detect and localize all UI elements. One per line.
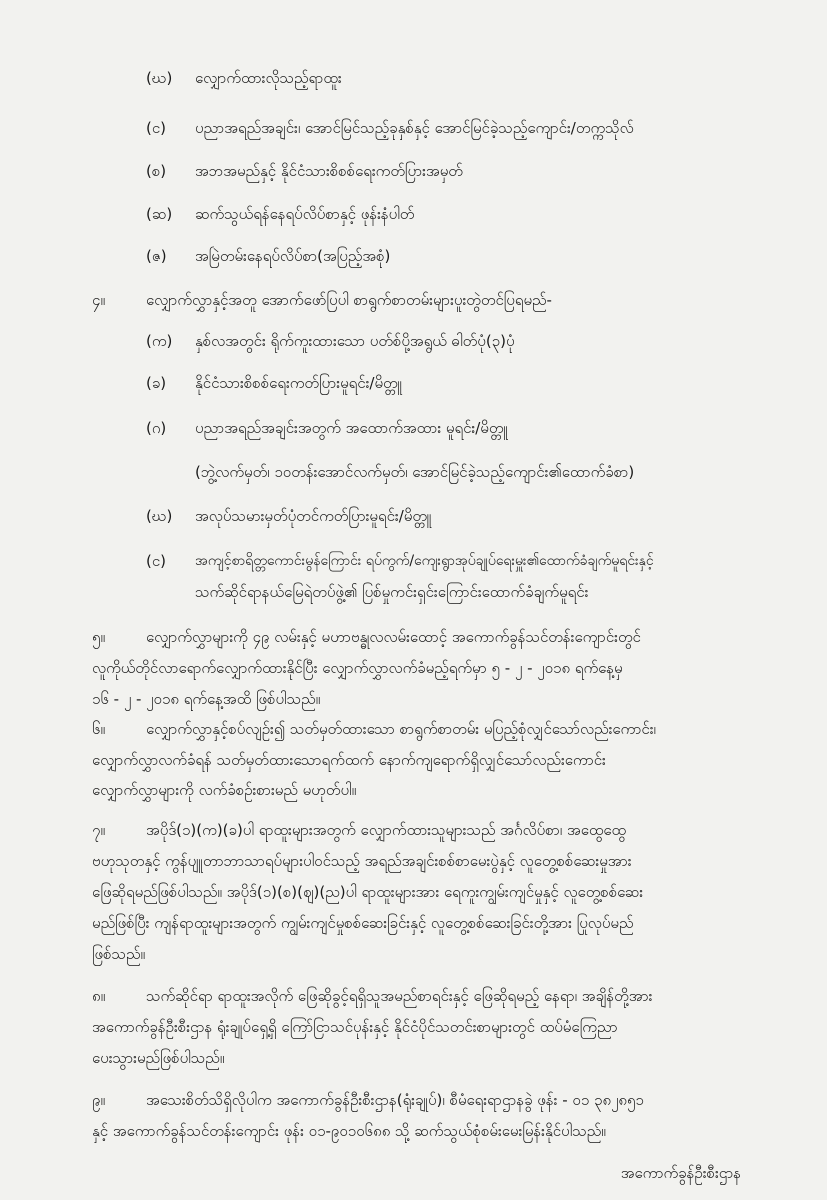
paragraph-line: လျှောက်လွှာလက်ခံရန် သတ်မှတ်ထားသောရက်ထက် နောက်ကျရောက်ရှိလျှင်သော်လည်းကောင်း bbox=[92, 751, 606, 769]
paragraph-line: ပေးသွားမည်ဖြစ်ပါသည်။ bbox=[92, 1049, 225, 1067]
paragraph-line: လျှောက်လွှာများကို လက်ခံစဉ်းစားမည် မဟုတ်ပါ။ bbox=[92, 781, 357, 799]
item-mark: (စ) bbox=[146, 162, 167, 180]
item-mark: (င) bbox=[146, 552, 167, 570]
paragraph-number: ၈။ bbox=[92, 987, 106, 1005]
item-text: အဘအမည်နှင့် နိုင်ငံသားစိစစ်ရေးကတ်ပြားအမှတ် bbox=[195, 162, 463, 180]
paragraph-line: နှင့် အကောက်ခွန်သင်တန်းကျောင်း ဖုန်း ၀၁-၉၀၁၀၆၈၈ သို့ ဆက်သွယ်စုံစမ်းမေးမြန်းနိုင်ပါသည်။ bbox=[92, 1122, 606, 1140]
paragraph-text: လျှောက်လွှာနှင့်အတူ အောက်ဖော်ပြပါ စာရွက်စာတမ်းများပူးတွဲတင်ပြရမည်- bbox=[146, 291, 552, 309]
item-mark: (ဃ) bbox=[146, 507, 173, 525]
item-mark: (ဆ) bbox=[146, 205, 173, 223]
paragraph-number: ၆။ bbox=[92, 720, 105, 738]
paragraph-line: လျှောက်လွှာများကို ၄၉ လမ်းနှင့် မဟာဗန္ဓုလလမ်းထောင့် အကောက်ခွန်သင်တန်းကျောင်းတွင် bbox=[146, 628, 641, 646]
paragraph-number: ၇။ bbox=[92, 821, 105, 839]
paragraph-line: အပိုဒ်(၁)(က)(ခ)ပါ ရာထူးများအတွက် လျှောက်ထားသူများသည် အင်္ဂလိပ်စာ၊ အထွေထွေ bbox=[146, 821, 626, 839]
item-text: အလုပ်သမားမှတ်ပုံတင်ကတ်ပြားမူရင်း/မိတ္တူ bbox=[195, 507, 432, 525]
paragraph-line: အကောက်ခွန်ဦးစီးဌာန ရုံးချုပ်ရှေ့ရှိ ကြော်ငြာသင်ပုန်းနှင့် နိုင်ငံပိုင်သတင်းစာများတွင် ထပ်မံကြေညာ bbox=[92, 1018, 618, 1036]
paragraph-number: ၉။ bbox=[92, 1091, 105, 1109]
paragraph-line: ဖြစ်သည်။ bbox=[92, 945, 146, 963]
paragraph-number: ၄။ bbox=[92, 291, 105, 309]
item-mark: (ဂ) bbox=[146, 419, 167, 437]
paragraph-line: အသေးစိတ်သိရှိလိုပါက အကောက်ခွန်ဦးစီးဌာန(ရုံးချုပ်)၊ စီမံရေးရာဌာနခွဲ ဖုန်း - ၀၁ ၃၈၂၈၅၁ bbox=[146, 1091, 644, 1109]
item-mark: (ခ) bbox=[146, 374, 167, 392]
item-mark: (က) bbox=[146, 332, 173, 350]
item-text: လျှောက်ထားလိုသည့်ရာထူး bbox=[195, 69, 342, 87]
paragraph-line: မည်ဖြစ်ပြီး ကျန်ရာထူးများအတွက် ကျွမ်းကျင်မှုစစ်ဆေးခြင်းနှင့် လူတွေ့စစ်ဆေးခြင်းတို့အား ပြုလုပ်မည် bbox=[92, 914, 634, 932]
item-text: ဆက်သွယ်ရန်နေရပ်လိပ်စာနှင့် ဖုန်းနံပါတ် bbox=[195, 205, 415, 223]
paragraph-line: သက်ဆိုင်ရာ ရာထူးအလိုက် ဖြေဆိုခွင့်ရရှိသူအမည်စာရင်းနှင့် ဖြေဆိုရမည့် နေရာ၊ အချိန်တို့အား bbox=[146, 987, 653, 1005]
paragraph-line: လျှောက်လွှာနှင့်စပ်လျဉ်း၍ သတ်မှတ်ထားသော စာရွက်စာတမ်း မပြည့်စုံလျှင်သော်လည်းကောင်း၊ bbox=[146, 720, 656, 738]
item-text: အမြဲတမ်းနေရပ်လိပ်စာ(အပြည့်အစုံ) bbox=[195, 247, 391, 265]
paragraph-line: ၁၆ - ၂ - ၂၀၁၈ ရက်နေ့အထိ ဖြစ်ပါသည်။ bbox=[92, 690, 321, 708]
item-text: ပညာအရည်အချင်းအတွက် အထောက်အထား မူရင်း/မိတ္တူ bbox=[195, 419, 508, 437]
item-text: နိုင်ငံသားစိစစ်ရေးကတ်ပြားမူရင်း/မိတ္တူ bbox=[195, 374, 402, 392]
paragraph-line: လူကိုယ်တိုင်လာရောက်လျှောက်ထားနိုင်ပြီး လျှောက်လွှာလက်ခံမည့်ရက်မှာ ၅ - ၂ - ၂၀၁၈ ရက်နေ့မှ bbox=[92, 659, 623, 677]
item-mark: (ဇ) bbox=[146, 247, 167, 265]
item-mark: (ဃ) bbox=[146, 69, 173, 87]
signature-department: အကောက်ခွန်ဦးစီးဌာန bbox=[620, 1164, 741, 1182]
item-text: (ဘွဲ့လက်မှတ်၊ ၁၀တန်းအောင်လက်မှတ်၊ အောင်မြင်ခဲ့သည့်ကျောင်း၏ထောက်ခံစာ) bbox=[195, 463, 635, 481]
item-text: ပညာအရည်အချင်း၊ အောင်မြင်သည့်ခုနှစ်နှင့် အောင်မြင်ခဲ့သည့်ကျောင်း/တက္ကသိုလ် bbox=[195, 119, 634, 137]
item-text: အကျင့်စာရိတ္တကောင်းမွန်ကြောင်း ရပ်ကွက်/ကျေးရွာအုပ်ချုပ်ရေးမှူး၏ထောက်ခံချက်မူရင်းနှင့် bbox=[195, 553, 654, 569]
paragraph-line: ဗဟုသုတနှင့် ကွန်ပျူတာဘာသာရပ်များပါဝင်သည့် အရည်အချင်းစစ်စာမေးပွဲနှင့် လူတွေ့စစ်ဆေးမှုအား bbox=[92, 852, 632, 870]
item-text: သက်ဆိုင်ရာနယ်မြေရဲတပ်ဖွဲ့၏ ပြစ်မှုကင်းရှင်းကြောင်းထောက်ခံချက်မူရင်း bbox=[195, 583, 589, 601]
paragraph-line: ဖြေဆိုရမည်ဖြစ်ပါသည်။ အပိုဒ်(၁)(စ)(ဈ)(ည)ပါ ရာထူးများအား ရေကူးကျွမ်းကျင်မှုနှင့် လူတွေ့စစ်ဆေး bbox=[92, 883, 644, 901]
paragraph-number: ၅။ bbox=[92, 628, 105, 646]
item-text: နှစ်လအတွင်း ရိုက်ကူးထားသော ပတ်စ်ပို့အရွယ် ဓါတ်ပုံ(၃)ပုံ bbox=[195, 332, 515, 350]
item-mark: (င) bbox=[146, 119, 167, 137]
